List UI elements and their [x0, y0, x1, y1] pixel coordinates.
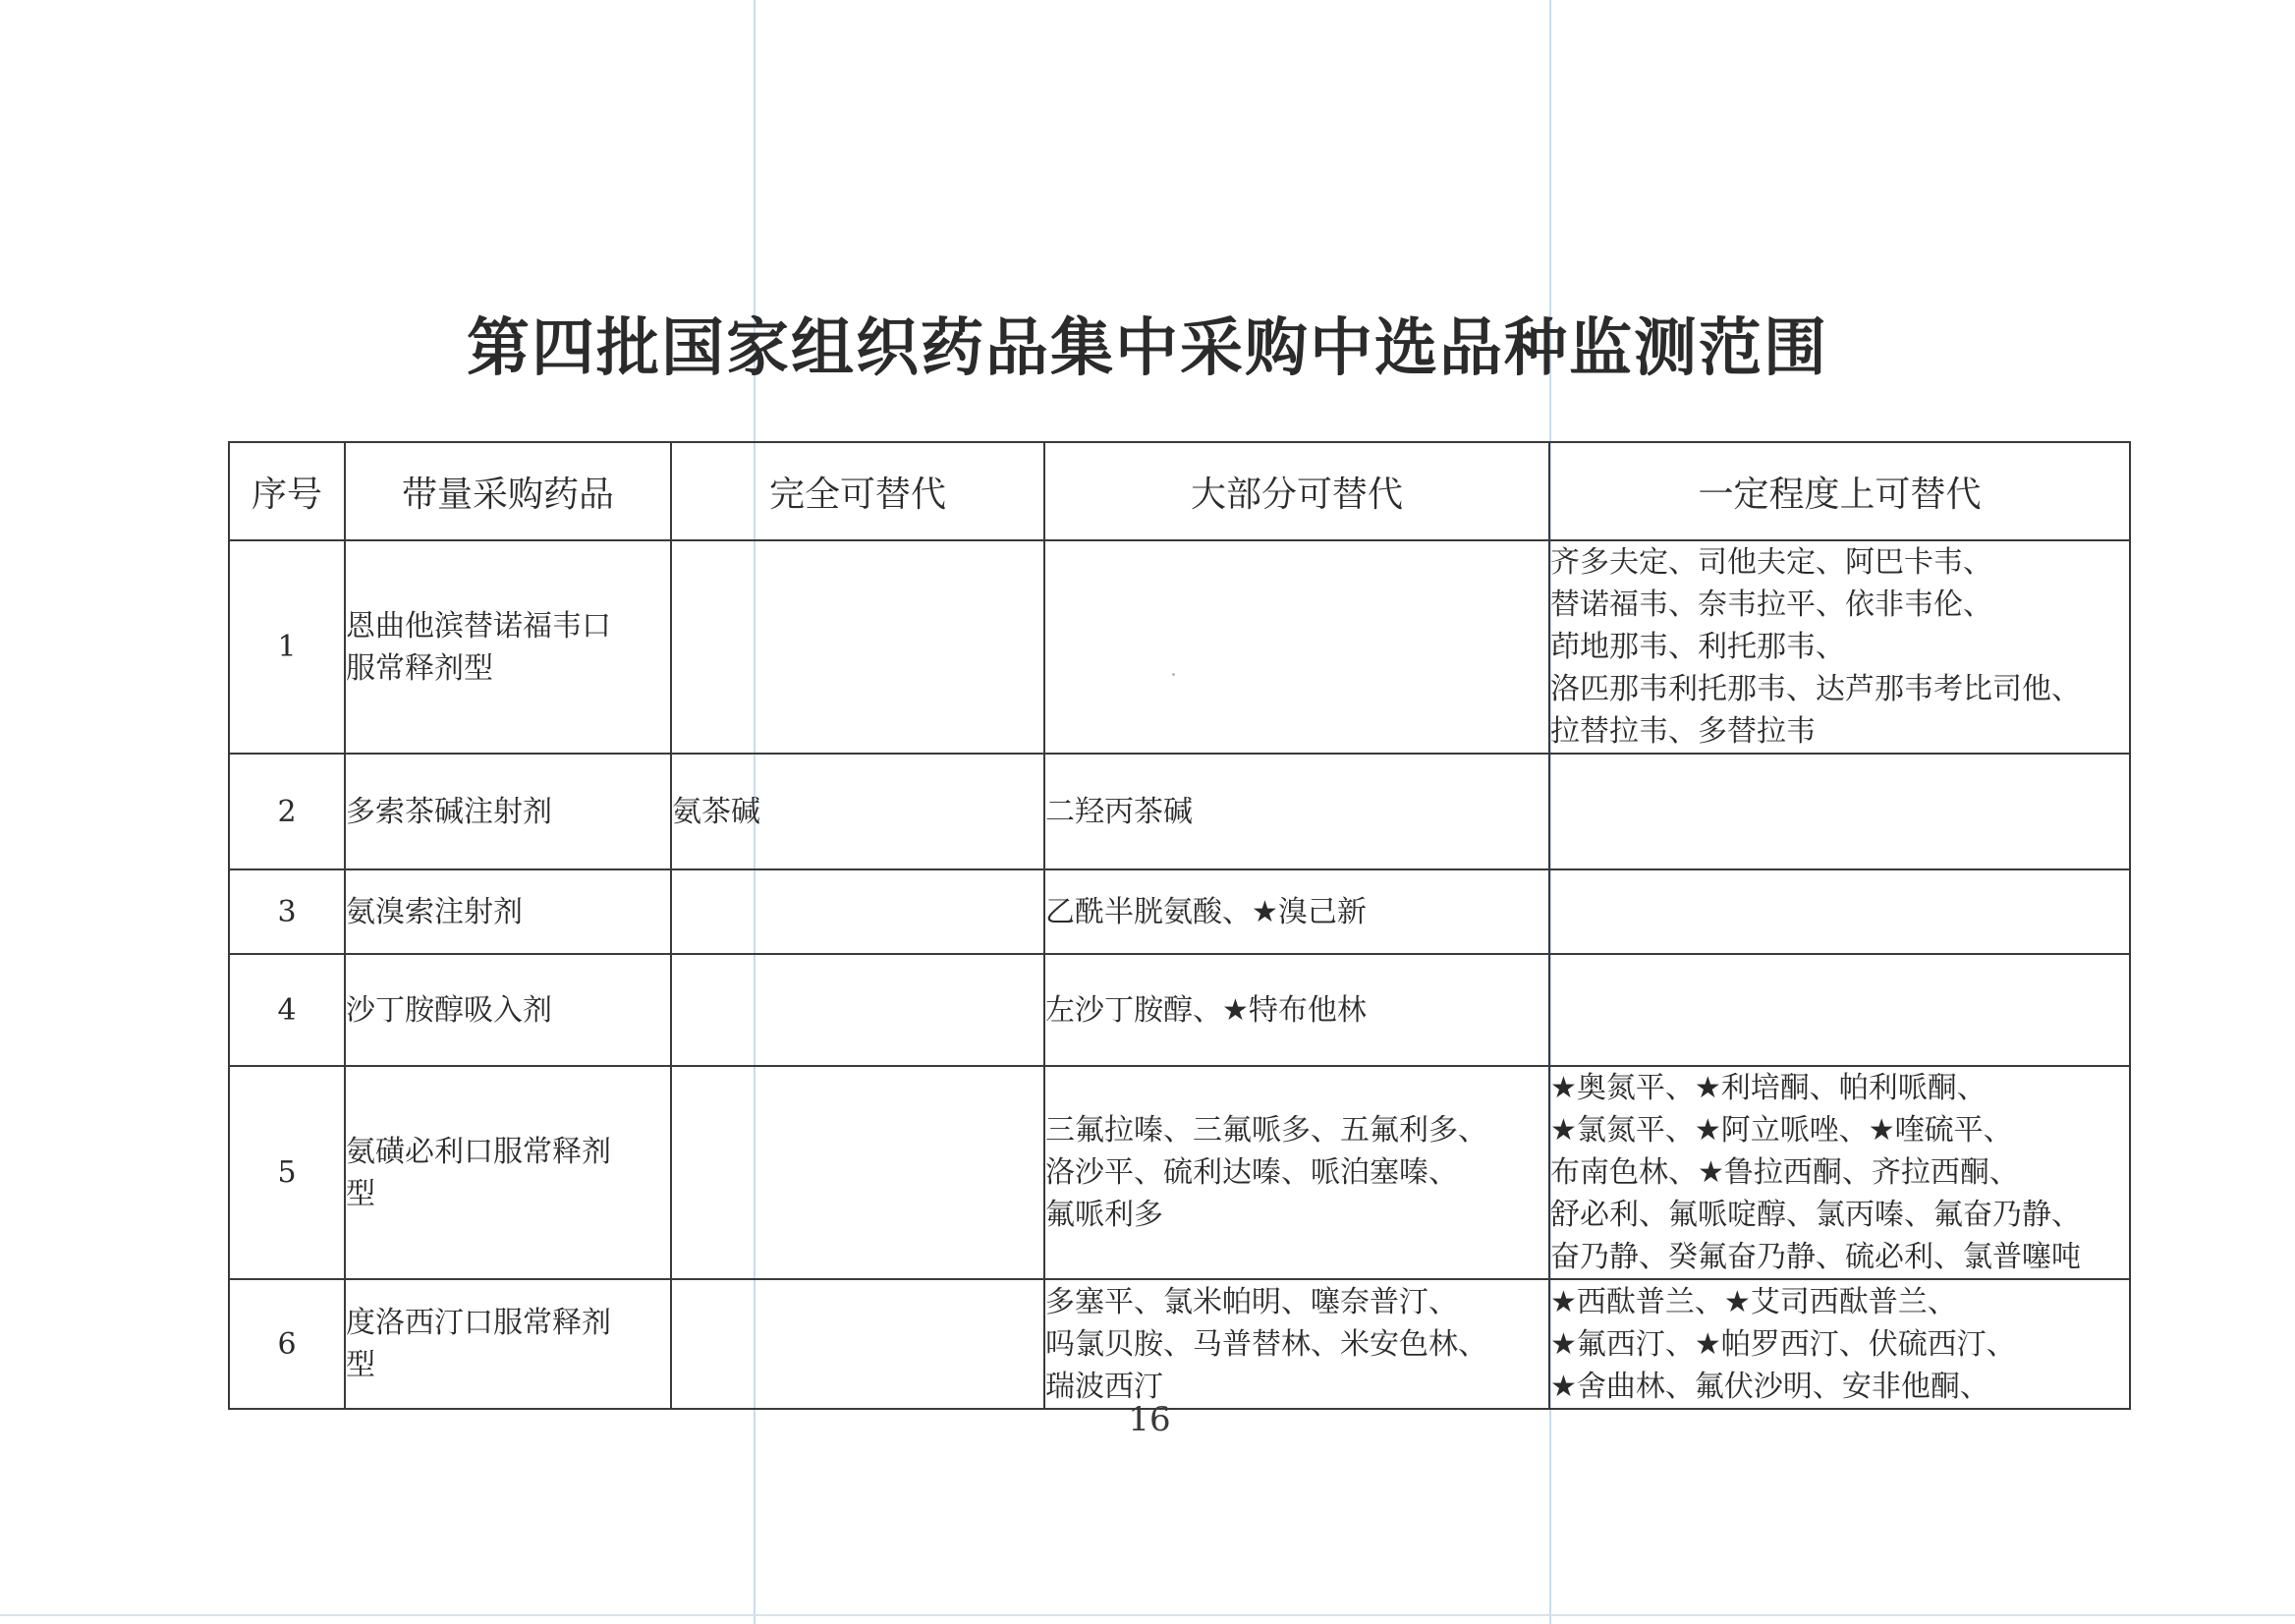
- scan-bottom-rule: [0, 1614, 2295, 1616]
- document-title: 第四批国家组织药品集中采购中选品种监测范围: [467, 311, 1828, 385]
- cell-text-line: ★西酞普兰、★艾司西酞普兰、: [1550, 1284, 1957, 1319]
- cell-text-line: 氨茶碱: [672, 794, 760, 829]
- mostly-substitutable-cell: [1044, 754, 1549, 869]
- cell-text-line: ★氯氮平、★阿立哌唑、★喹硫平、: [1550, 1113, 2013, 1148]
- cell-text-line: 三氟拉嗪、三氟哌多、五氟利多、: [1045, 1113, 1487, 1148]
- cell-text-line: 恩曲他滨替诺福韦口: [346, 608, 611, 644]
- cell-text-line: 左沙丁胺醇、★特布他林: [1045, 992, 1367, 1028]
- cell-text-line: ★氟西汀、★帕罗西汀、伏硫西汀、: [1550, 1326, 2016, 1362]
- cell-text-line: 茚地那韦、利托那韦、: [1550, 630, 1845, 664]
- serial-no-cell: 3: [229, 869, 345, 954]
- cell-text-line: 沙丁胺醇吸入剂: [346, 992, 552, 1028]
- partly-substitutable-cell: [1549, 754, 2130, 869]
- fully-substitutable-cell: [671, 540, 1044, 754]
- cell-text-line: 氟哌利多: [1045, 1198, 1163, 1232]
- fully-substitutable-cell: [671, 754, 1044, 869]
- partly-substitutable-cell: [1549, 1066, 2130, 1279]
- table-row: [229, 754, 2130, 869]
- cell-text-line: 乙酰半胱氨酸、★溴己新: [1045, 894, 1367, 929]
- partly-substitutable-cell: [1549, 1279, 2130, 1409]
- cell-text-line: 奋乃静、癸氟奋乃静、硫必利、氯普噻吨: [1550, 1240, 2081, 1274]
- mostly-substitutable-cell: [1044, 1066, 1549, 1279]
- cell-text-line: 多索茶碱注射剂: [346, 794, 552, 829]
- serial-no-cell: 1: [229, 540, 345, 754]
- table-header-row: [229, 442, 2130, 540]
- table-row: [229, 1279, 2130, 1409]
- mostly-substitutable-cell: [1044, 869, 1549, 954]
- partly-substitutable-cell: [1549, 954, 2130, 1066]
- cell-text-line: 舒必利、氟哌啶醇、氯丙嗪、氟奋乃静、: [1550, 1198, 2081, 1232]
- procured-drug-cell: [345, 540, 671, 754]
- header-procured-drug: 带量采购药品: [345, 442, 671, 540]
- cell-text-line: 洛匹那韦利托那韦、达芦那韦考比司他、: [1550, 672, 2081, 706]
- monitoring-scope-table: [228, 441, 2131, 1410]
- mostly-substitutable-cell: [1044, 1279, 1549, 1409]
- table-row: [229, 869, 2130, 954]
- cell-text-line: 服常释剂型: [346, 650, 493, 686]
- cell-text-line: 型: [346, 1176, 375, 1211]
- table-row: [229, 1066, 2130, 1279]
- fully-substitutable-cell: [671, 869, 1044, 954]
- cell-text-line: 多塞平、氯米帕明、噻奈普汀、: [1045, 1284, 1458, 1319]
- table-row: [229, 540, 2130, 754]
- cell-text-line: 型: [346, 1348, 375, 1382]
- procured-drug-cell: [345, 1279, 671, 1409]
- cell-text-line: 瑞波西汀: [1045, 1369, 1163, 1404]
- page-number: 16: [1128, 1400, 1171, 1439]
- table-row: [229, 954, 2130, 1066]
- cell-text-line: ★舍曲林、氟伏沙明、安非他酮、: [1550, 1369, 1989, 1404]
- cell-text-line: 拉替拉韦、多替拉韦: [1550, 714, 1816, 749]
- cell-text-line: 布南色林、★鲁拉西酮、齐拉西酮、: [1550, 1155, 2019, 1190]
- cell-text-line: ★奥氮平、★利培酮、帕利哌酮、: [1550, 1071, 1987, 1105]
- mostly-substitutable-cell: [1044, 540, 1549, 754]
- mostly-substitutable-cell: [1044, 954, 1549, 1066]
- cell-text-line: 二羟丙茶碱: [1045, 794, 1193, 829]
- header-partly-substitutable: 一定程度上可替代: [1549, 442, 2130, 540]
- header-mostly-substitutable: 大部分可替代: [1044, 442, 1549, 540]
- procured-drug-cell: [345, 954, 671, 1066]
- header-fully-substitutable: 完全可替代: [671, 442, 1044, 540]
- cell-text-line: 齐多夫定、司他夫定、阿巴卡韦、: [1550, 545, 1992, 580]
- serial-no-cell: 2: [229, 754, 345, 869]
- serial-no-cell: 6: [229, 1279, 345, 1409]
- cell-text-line: 氨溴索注射剂: [346, 894, 523, 929]
- fully-substitutable-cell: [671, 954, 1044, 1066]
- partly-substitutable-cell: [1549, 540, 2130, 754]
- cell-text-line: 替诺福韦、奈韦拉平、依非韦伦、: [1550, 588, 1992, 622]
- procured-drug-cell: [345, 754, 671, 869]
- procured-drug-cell: [345, 1066, 671, 1279]
- cell-text-line: 吗氯贝胺、马普替林、米安色林、: [1045, 1326, 1487, 1362]
- header-serial-no: 序号: [229, 442, 345, 540]
- cell-text-line: 氨磺必利口服常释剂: [346, 1134, 611, 1169]
- cell-text-line: 洛沙平、硫利达嗪、哌泊塞嗪、: [1045, 1155, 1458, 1190]
- serial-no-cell: 5: [229, 1066, 345, 1279]
- serial-no-cell: 4: [229, 954, 345, 1066]
- procured-drug-cell: [345, 869, 671, 954]
- cell-text-line: 度洛西汀口服常释剂: [346, 1306, 611, 1340]
- fully-substitutable-cell: [671, 1066, 1044, 1279]
- fully-substitutable-cell: [671, 1279, 1044, 1409]
- partly-substitutable-cell: [1549, 869, 2130, 954]
